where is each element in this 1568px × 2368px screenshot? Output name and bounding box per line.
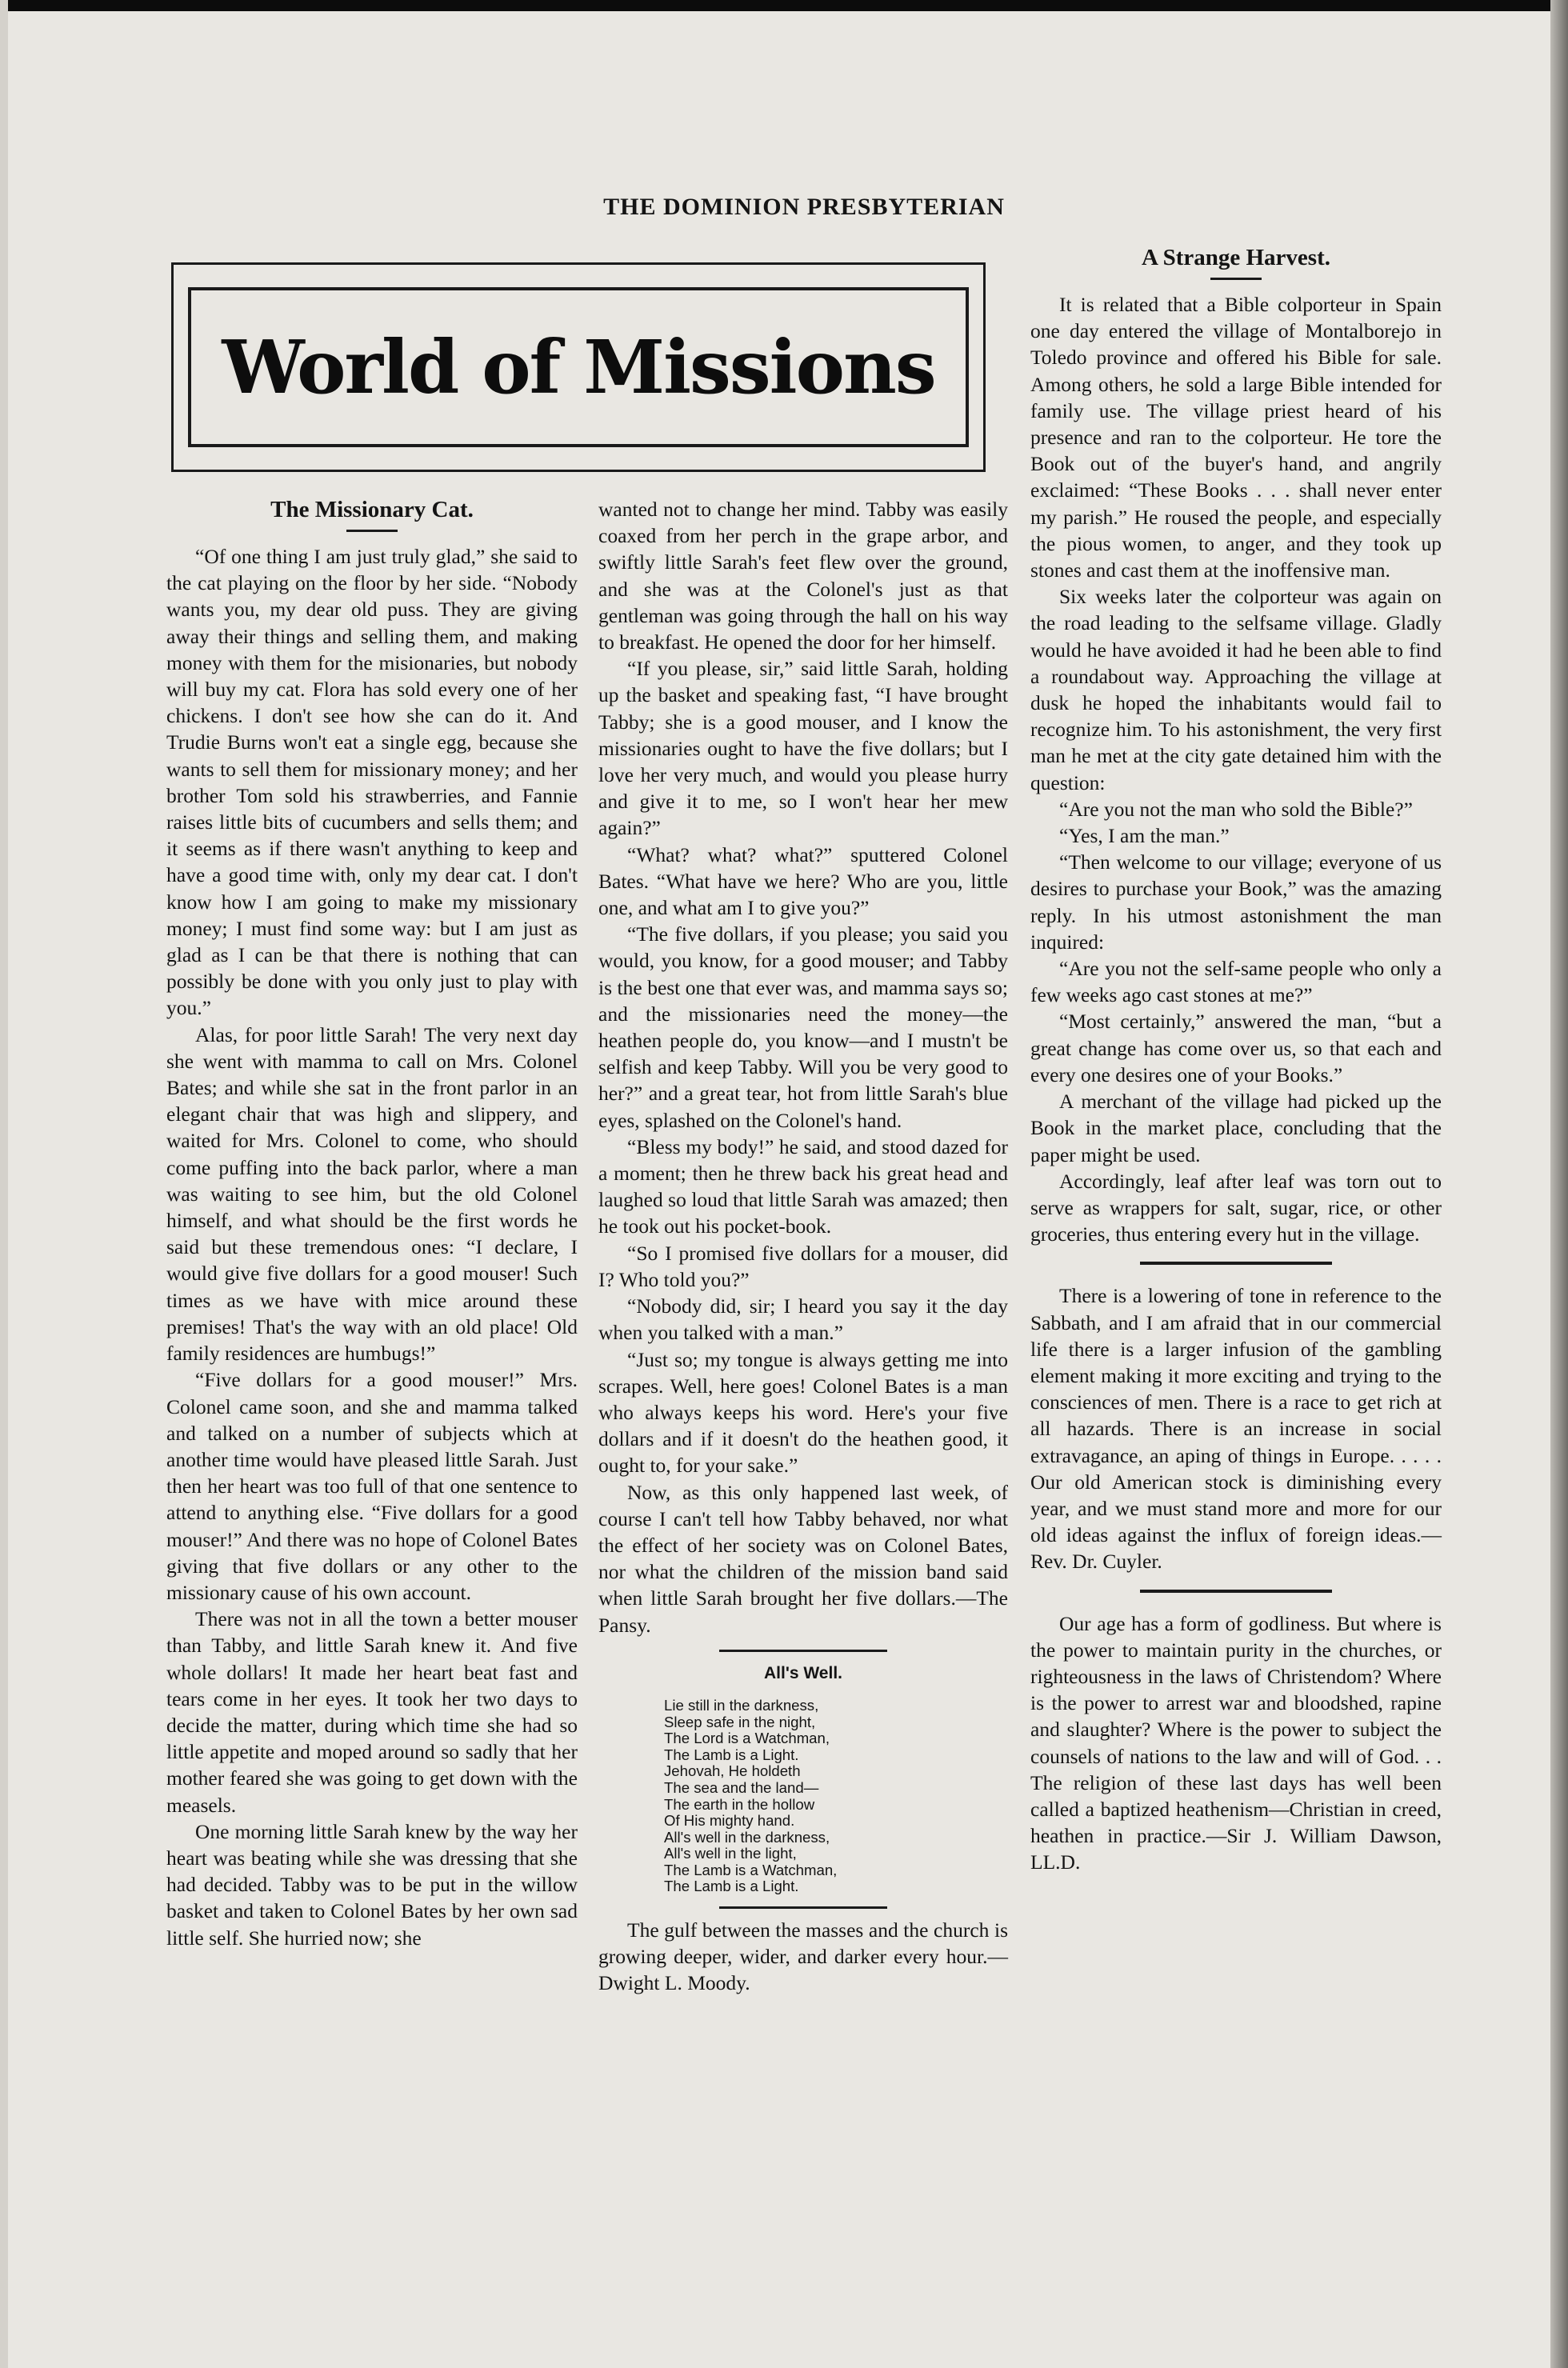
dawson-quote: Our age has a form of godliness. But where is the power to maintain purity in the churches, or righteousness in the laws of Christendom? Where is the power to arrest war and bloodshed, rapine and slaughter? Where is the power to subject the counsels of nations to the law and will of God. . . The religion of these last days has well been called a baptized heathenism—Christian in creed, heathen in practice.—Sir J. William Dawson, LL.D. [1030,1611,1442,1874]
paragraph: There was not in all the town a better mouser than Tabby, and little Sarah knew it. And five whole dollars! It made her heart beat fast and tears come in her eyes. It took her two days to decide the matter, during which time she had so little appetite and moped around so sadly that her mother feared she was going to get down with the measels. [166,1607,578,1817]
paragraph: “Just so; my tongue is always getting me into scrapes. Well, here goes! Colonel Bates is a man who always keeps his word. Here's your five dollars and if it doesn't do the heathen good, it ought to, for your sake.” [598,1347,1008,1478]
paragraph: “Of one thing I am just truly glad,” she said to the cat playing on the floor by her side. “Nobody wants you, my dear old puss. They are giving away their things and selling them, and making money with them for the misionaries, but nobody will buy my cat. Flora has sold every one of her chickens. I don't see how she can do it. And Trudie Burns won't eat a single egg, because she wants to sell them for missionary money; and her brother Tom sold his strawberries, and Fannie raises little bits of cucumbers and sells them; and it seems as if there wasn't anything to keep and have a good time with, only my dear cat. I don't know how I am going to make my missionary money; I must find some way: but I am just as glad as I can be that there is nothing that can possibly be done with you only just to play with you.” [166,545,578,1020]
poem-line: Of His mighty hand. [664,1812,795,1830]
paragraph: “Bless my body!” he said, and stood dazed for a moment; then he threw back his great head and laughed so loud that little Sarah was amazed; then he took out his pocket-book. [598,1134,1008,1238]
section-rule [719,1906,887,1909]
column-right [1030,244,1442,1876]
section-banner [171,262,986,472]
paragraph: Now, as this only happened last week, of course I can't tell how Tabby behaved, nor what the effect of her society was on Colonel Bates, nor what the children of the mission band said when little Sarah brought her five dollars.—The Pansy. [598,1480,1008,1637]
poem-line: The Lamb is a Watchman, [664,1861,838,1878]
poem-title: All's Well. [764,1663,842,1682]
poem-line: The earth in the hollow [664,1795,815,1813]
paragraph: “Five dollars for a good mouser!” Mrs. Colonel came soon, and she and mamma talked and talked on a number of subjects which at another time would have pleased little Sarah. Just then her heart was too full of that one sentence to attend to anything else. “Five dollars for a good mouser!” And there was no hope of Colonel Bates giving that five dollars or any other to the missionary cause of his own account. [166,1368,578,1604]
paragraph: “What? what? what?” sputtered Colonel Bates. “What have we here? Who are you, little one, and what am I to give you?” [598,842,1008,920]
paragraph: “Yes, I am the man.” [1059,824,1230,848]
poem-line: The Lord is a Watchman, [664,1730,830,1747]
poem-line: Sleep safe in the night, [664,1713,816,1730]
section-rule [1140,1262,1332,1265]
paragraph: Accordingly, leaf after leaf was torn out to serve as wrappers for salt, sugar, rice, or other groceries, thus entering every hut in the village. [1030,1169,1442,1246]
paragraph: “So I promised five dollars for a mouser, did I? Who told you?” [598,1241,1008,1291]
poem-line: Lie still in the darkness, [664,1696,819,1714]
poem-line: Jehovah, He holdeth [664,1762,801,1780]
paragraph: “Are you not the man who sold the Bible?” [1059,797,1413,821]
paragraph: “Nobody did, sir; I heard you say it the day when you talked with a man.” [598,1294,1008,1345]
moody-quote: The gulf between the masses and the church is growing deeper, wider, and darker every hour.—Dwight L. Moody. [598,1918,1008,1995]
poem-body [598,1698,1008,1895]
page-left-edge [0,0,8,2368]
paragraph: wanted not to change her mind. Tabby was easily coaxed from her perch in the grape arbor, and swiftly little Sarah's feet flew over the ground, and she was at the Colonel's just as that gentleman was going through the hall on his way to breakfast. He opened the door for her himself. [598,498,1008,654]
running-head: THE DOMINION PRESBYTERIAN [603,194,1005,220]
paragraph: One morning little Sarah knew by the way her heart was beating while she was dressing that she had decided. Tabby was to be put in the willow basket and taken to Colonel Bates by her own sad little self. She hurried now; she [166,1819,578,1950]
article-title-missionary-cat: The Missionary Cat. [270,497,474,522]
paragraph: “Then welcome to our village; everyone of us desires to purchase your Book,” was the amazing reply. In his utmost astonishment the man inquired: [1030,850,1442,954]
section-rule [719,1650,887,1652]
poem-line: The Lamb is a Light. [664,1878,799,1895]
paragraph: “Most certainly,” answered the man, “but a great change has come over us, so that each and every one desires one of your Books.” [1030,1010,1442,1086]
poem-line: All's well in the light, [664,1845,797,1862]
section-rule [1140,1590,1332,1593]
title-rule [1210,278,1262,280]
poem-line: The Lamb is a Light. [664,1746,799,1763]
poem-line: The sea and the land— [664,1778,819,1796]
paragraph: It is related that a Bible colporteur in Spain one day entered the village of Montalborejo in Toledo province and offered his Bible for sale. Among others, he sold a large Bible intended for family use. The village priest heard of his presence and ran to the colporteur. He tore the Book out of the buyer's hand, and angrily exclaimed: “These Books . . . shall never enter my parish.” He roused the people, and especially the pious women, to anger, and they took up stones and cast them at the inoffensive man. [1030,293,1442,582]
paragraph: Six weeks later the colporteur was again on the road leading to the selfsame village. Gladly would he have avoided it had he been able to find a roundabout way. Approaching the village at dusk he hoped the inhabitants would fail to recognize him. To his astonishment, the very first man he met at the city gate detained him with the question: [1030,585,1442,794]
title-rule [346,530,398,532]
section-banner-title: World of Missions [222,324,935,410]
column-left [166,496,578,1951]
paragraph: Alas, for poor little Sarah! The very next day she went with mamma to call on Mrs. Colonel Bates; and while she sat in the front parlor in an elegant chair that was high and slippery, and waited for Mrs. Colonel to come, who should come puffing into the back parlor, where a man was waiting to see him, but the old Colonel himself, and what should be the first words he said but these tremendous ones: “I declare, I would give five dollars for a good mouser! Such times as we have with mice around these premises! That's the way with an old place! Old family residences are humbugs!” [166,1022,578,1366]
column-middle [598,496,1008,1997]
cuyler-quote: There is a lowering of tone in reference to the Sabbath, and I am afraid that in our commercial life there is a larger infusion of the gambling element making it more exciting and trying to the consciences of men. There is a race to get rich at all hazards. There is an increase in social extravagance, an aping of things in Europe. . . . . Our old American stock is diminishing every year, and we must stand more and more for our old ideas against the influx of foreign ideas.—Rev. Dr. Cuyler. [1030,1284,1442,1574]
page-right-edge [1550,0,1568,2368]
paragraph: “Are you not the self-same people who only a few weeks ago cast stones at me?” [1030,957,1442,1007]
paragraph: A merchant of the village had picked up the Book in the market place, concluding that the paper might be used. [1030,1090,1442,1166]
paragraph: “If you please, sir,” said little Sarah, holding up the basket and speaking fast, “I have brought Tabby; she is a good mouser, and I know the missionaries ought to have the five dollars; but I love her very much, and would you please hurry and give it to me, so I won't hear her mew again?” [598,657,1008,840]
article-title-strange-harvest: A Strange Harvest. [1142,245,1330,270]
page-top-edge [0,0,1568,11]
paragraph: “The five dollars, if you please; you said you would, you know, for a good mouser; and Tabby is the best one that ever was, and mamma says so; and the missionaries need the money—the heathen people do, you know—and I mustn't be selfish and keep Tabby. Will you be very good to her?” and a great tear, hot from little Sarah's blue eyes, splashed on the Colonel's hand. [598,922,1008,1132]
poem-line: All's well in the darkness, [664,1828,830,1846]
section-banner-inner-frame [188,287,969,447]
